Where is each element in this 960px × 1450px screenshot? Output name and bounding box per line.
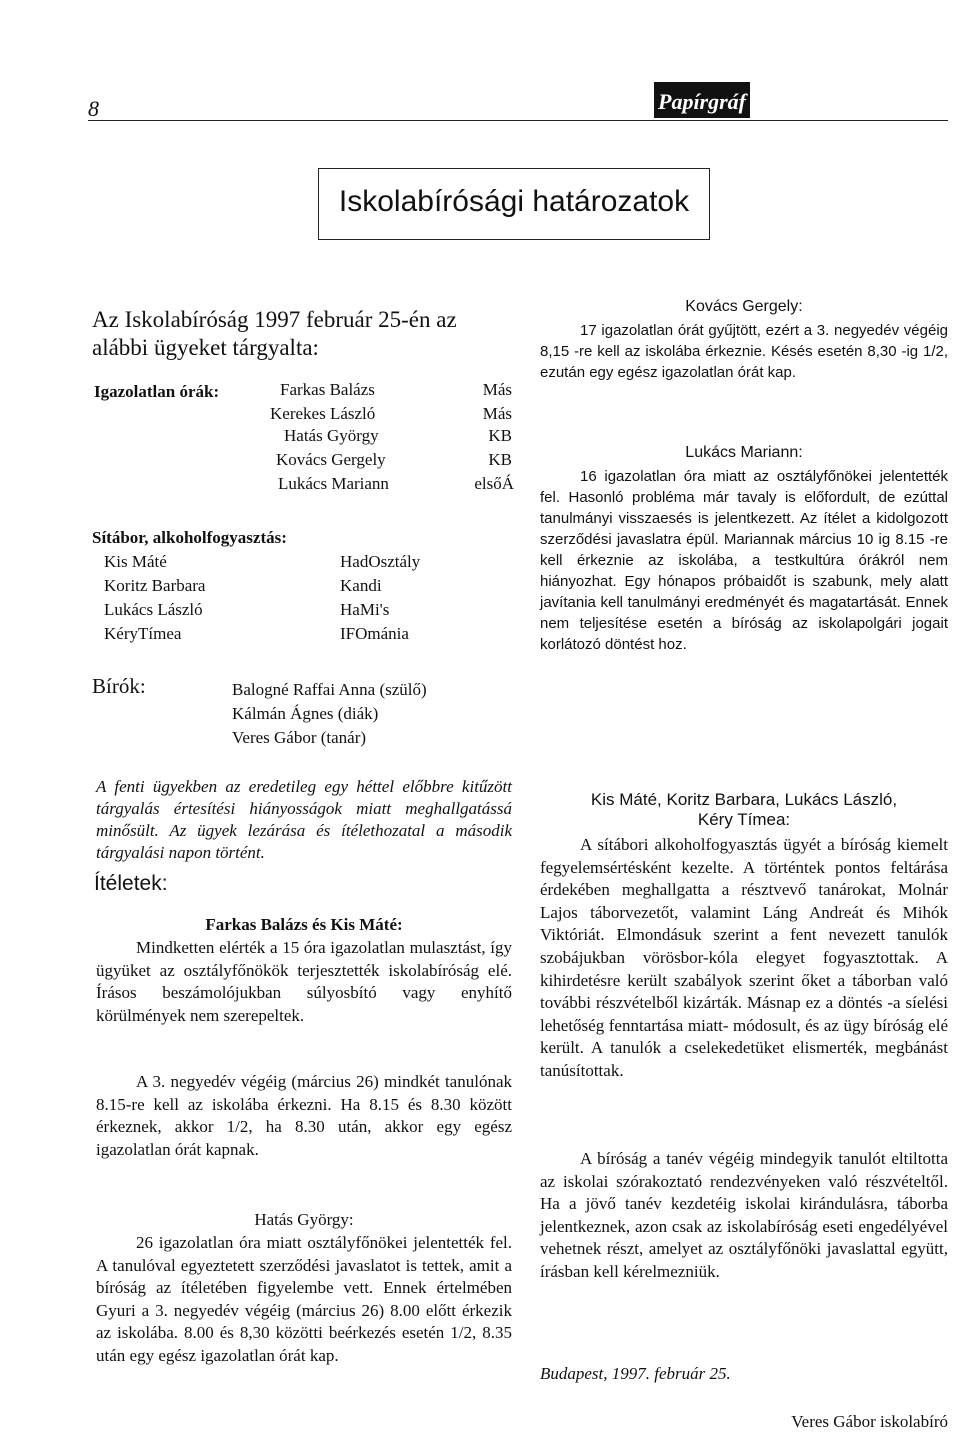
masthead-logo (652, 80, 752, 120)
judges-label: Bírók: (92, 674, 146, 698)
title-box (318, 168, 710, 240)
case-paragraph: 17 igazolatlan órát gyűjtött, ezért a 3. negyedév végéig 8,15 -re kell az iskolába érkeznie. Késés esetén 8,30 -ig 1/2, ezután egy egész igazolatlan órát kap. (540, 322, 948, 381)
case-title: Lukács Mariann: (685, 444, 803, 461)
case-paragraph: A sítábori alkoholfogyasztás ügyét a bíróság kiemelt fegyelemsértésként kezelte. A történtek pontos feltárása érdekében meghallgatta a résztvevő tanárokat, Molnár Lajos táborvezetőt, valamint Láng Andreát és Mihók Viktóriát. Elmondásuk szerint a fent nevezett tanulók szobájukban vörösbor-kóla elegyet fogyasztottak. A kihirdetésre került szabályok szerint őket a táborban való további részvételből kizárták. Másnap ez a döntés -a síelési lehetőség fenntartása miatt- módosult, és az ügy bíróság elé került. A tanulók a cselekedetüket elismerték, megbánást tanúsítottak. (540, 835, 948, 1080)
case-paragraph: 16 igazolatlan óra miatt az osztályfőnökei jelentették fel. Hasonló probléma már tavaly is előfordult, de ezúttal tanulmányi visszaesés is jelentkezett. Az ítélet a kidolgozott szerződési javaslatra épül. Mariannak március 10 ig 8.15 -re kell érkeznie az iskolába, a testkultúra órákról nem hiányozhat. Egy hónapos próbaidőt is szabunk, mely alatt javítania kell tanulmányi eredményét és magatartását. Ennek nem teljesítése esetén a bíróság az iskolapolgári jogait korlátozó döntést hoz. (540, 468, 948, 653)
page-number: 8 (88, 96, 99, 121)
list-item: Veres Gábor (tanár) (232, 728, 367, 747)
case-paragraph: A bíróság a tanév végéig mindegyik tanulót eltiltotta az iskolai szórakoztató rendezvényeken való részvételtől. Ha a jövő tanév kezdetéig iskolai kirándulásra, táborba jelentkeznek, azon csak az iskolabíróság eseti engedélyével vehetnek részt, amelyet az osztályfőnöki javaslattal együtt, írásban kell kérelmezniük. (540, 1149, 948, 1281)
list-item: Kis Máté HadOsztály (104, 552, 421, 571)
judges-list (232, 678, 512, 750)
signature: Veres Gábor iskolabíró (791, 1412, 948, 1431)
list-item: Koritz Barbara Kandi (104, 576, 382, 595)
list-item: Lukács Mariann elsőÁ (278, 474, 514, 493)
absences-label: Igazolatlan órák: (94, 382, 220, 401)
list-item: Kerekes László Más (270, 404, 512, 423)
case-paragraph: Mindketten elérték a 15 óra igazolatlan mulasztást, így ügyüket az osztályfőnökök terjesztették iskolabíróság elé. Írásos beszámolójukban súlyosbító vagy enyhítő körülmények nem szerepeltek. (96, 938, 512, 1025)
verdicts-heading: Ítéletek: (94, 872, 168, 895)
list-item: Farkas Balázs Más (280, 380, 512, 399)
list-item: Kálmán Ágnes (diák) (232, 704, 379, 723)
page-title: Iskolabírósági határozatok (338, 185, 690, 218)
case-title: Kovács Gergely: (685, 298, 803, 315)
case-paragraph: 26 igazolatlan óra miatt osztályfőnökei jelentették fel. A tanulóval egyeztetett szerződési javaslatot is tettek, amit a bíróság az ítéletében figyelembe vett. Ennek értelmében Gyuri a 3. negyedév végéig (március 26) 8.00 előtt érkezik az iskolába. 8.00 és 8,30 közötti beérkezés esetén 1/2, 8.35 után egy egész igazolatlan órát kap. (96, 1233, 512, 1365)
list-item: Hatás György KB (284, 426, 512, 445)
case-title: Farkas Balázs és Kis Máté: (205, 915, 403, 934)
header-rule (88, 120, 948, 121)
procedure-note: A fenti ügyekben az eredetileg egy héttel előbbre kitűzött tárgyalás értesítési hiányosságok miatt meghallgatássá minősült. Az ügyek lezárása és ítélethozatal a második tárgyalási napon történt. (96, 777, 512, 862)
case-title: Kis Máté, Koritz Barbara, Lukács László, Kéry Tímea: (590, 790, 898, 829)
list-item: Kovács Gergely KB (276, 450, 512, 469)
svg-text:Papírgráf: Papírgráf (658, 89, 746, 114)
case-paragraph: A 3. negyedév végéig (március 26) mindkét tanulónak 8.15-re kell az iskolába érkezni. Ha 8.15 és 8.30 között érkeznek, akkor 1/2, ha 8.30 után, akkor egy egész igazolatlan órát kapnak. (96, 1072, 512, 1159)
camp-label: Sítábor, alkoholfogyasztás: (92, 528, 287, 547)
list-item: Lukács László HaMi's (104, 600, 390, 619)
case-title: Hatás György: (254, 1210, 354, 1229)
place-date: Budapest, 1997. február 25. (540, 1364, 731, 1383)
intro-text: Az Iskolabíróság 1997 február 25-én az alábbi ügyeket tárgyalta: (92, 307, 457, 360)
list-item: Balogné Raffai Anna (szülő) (232, 680, 427, 699)
list-item: KéryTímea IFOmánia (104, 624, 409, 643)
